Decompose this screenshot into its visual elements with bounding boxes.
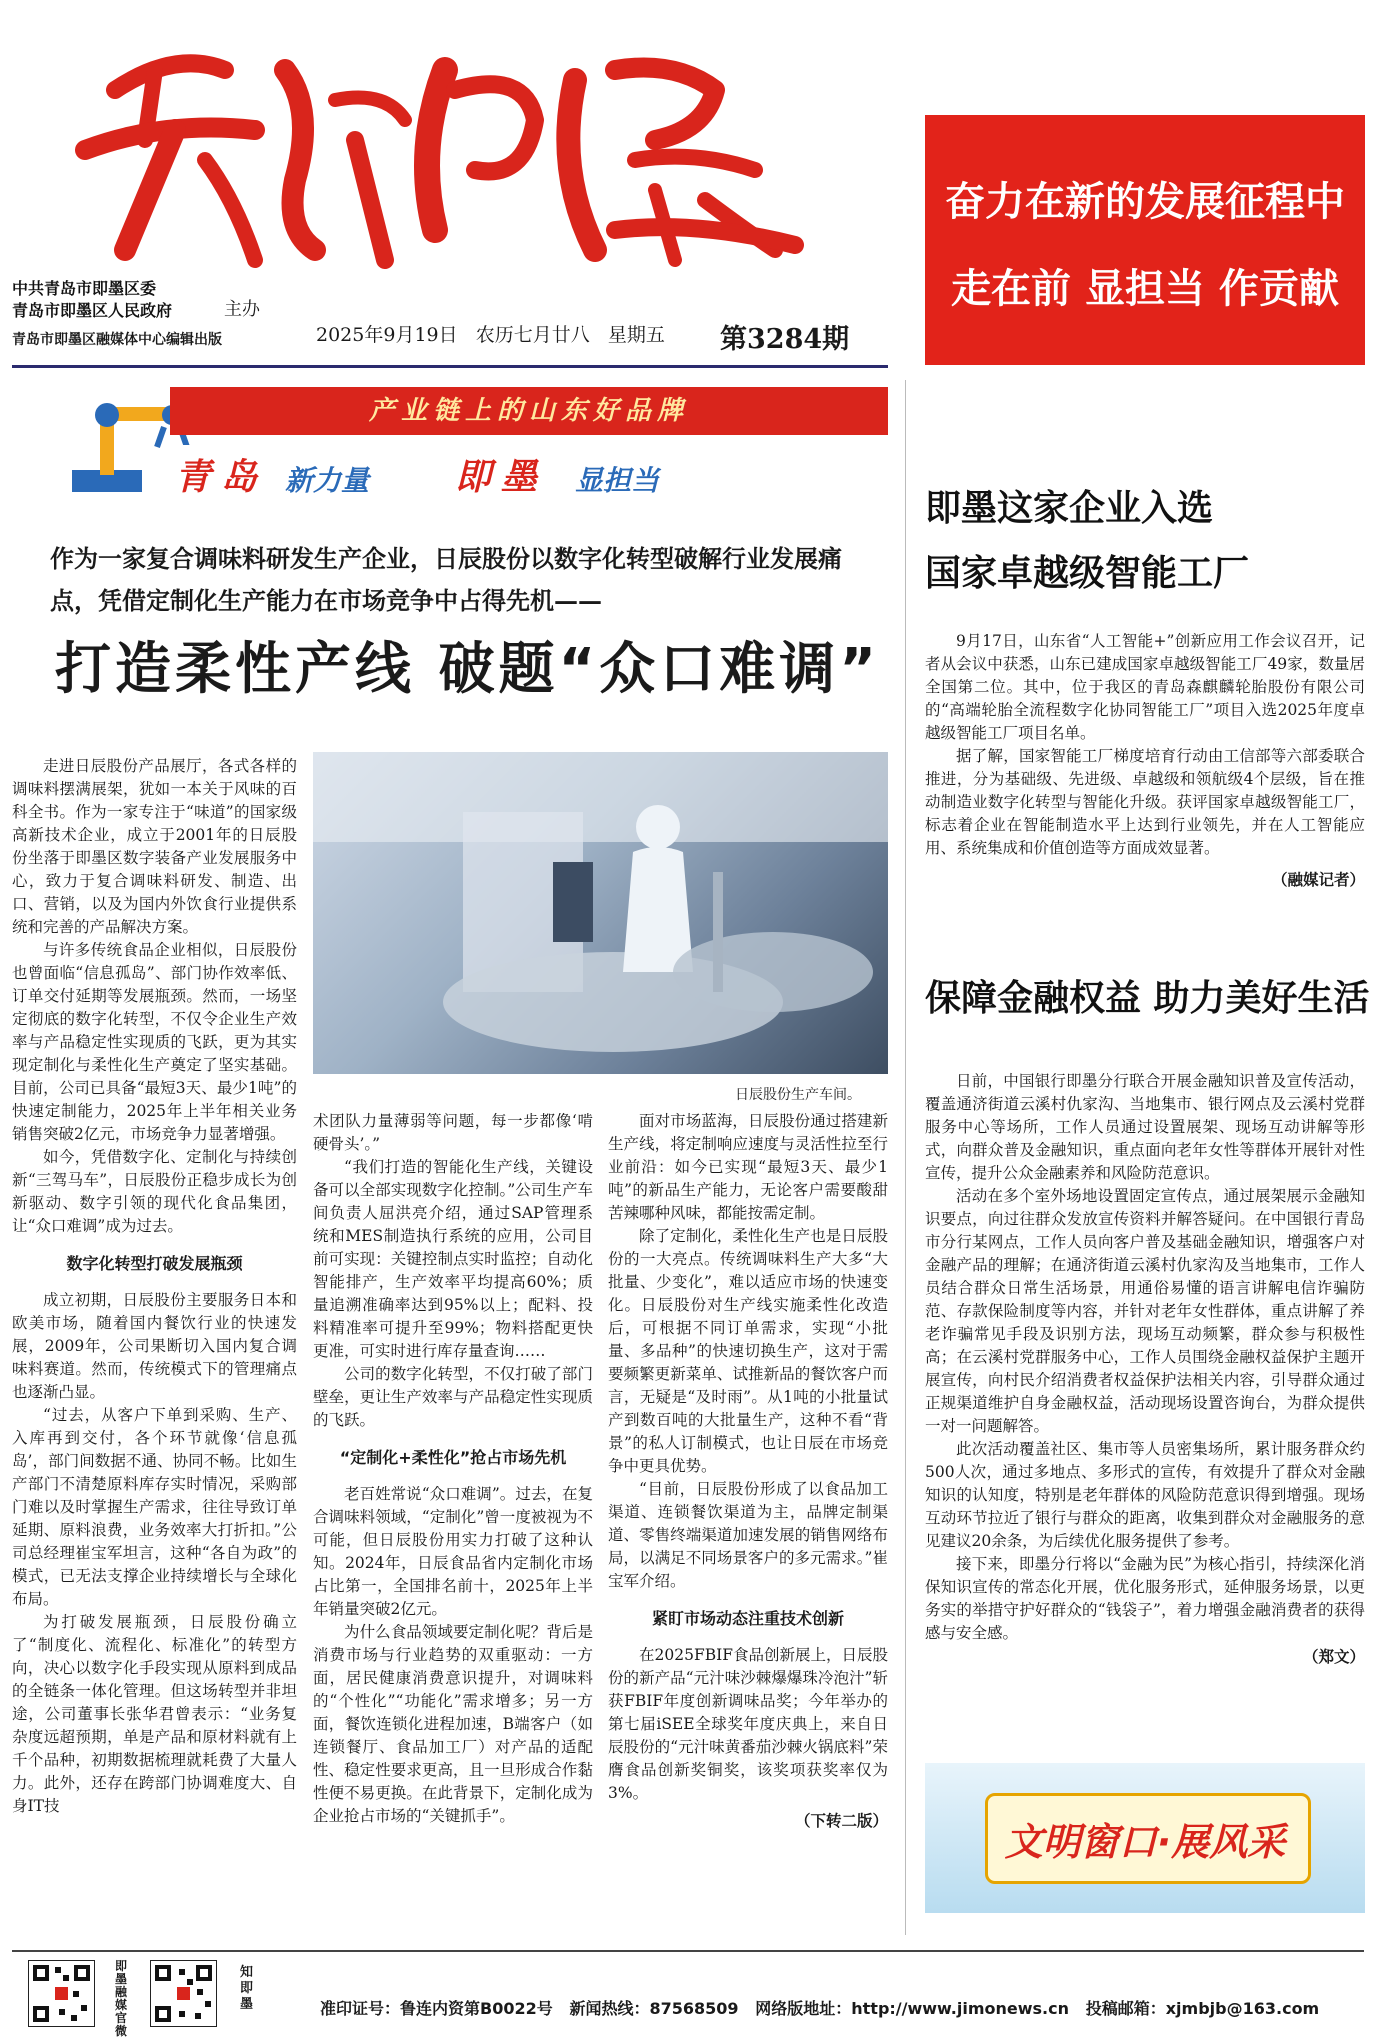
paragraph: 为打破发展瓶颈，日辰股份确立了“制度化、流程化、标准化”的转型方向，决心以数字化手段实现从原料到成品的全链条一体化管理。但这场转型并非坦途，公司董事长张华君曾表示：“业务复杂度远超预期，单是产品和原材料就有上千个品种，初期数据梳理就耗费了大量人力。此外，还存在跨部门协调难度大、自身IT技: [12, 1613, 297, 1815]
sponsor-host: 主办: [224, 299, 260, 320]
paragraph: 公司的数字化转型，不仅打破了部门壁垒，更让生产效率与产品稳定性实现质的飞跃。: [313, 1365, 593, 1429]
slogan-line-2: 走在前 显担当 作贡献: [951, 266, 1339, 312]
paragraph: 为什么食品领域要定制化呢？背后是消费市场与行业趋势的双重驱动：一方面，居民健康消费意识提升，对调味料的“个性化”“功能化”需求增多；另一方面，餐饮连锁化进程加速，B端客户（如连锁餐厅、食品加工厂）对产品的适配性、稳定性要求更高，且一旦形成合作黏性便不易更换。在此背景下，定制化成为企业抢占市场的“关键抓手”。: [313, 1623, 593, 1825]
issue-number: 第3284期: [720, 324, 850, 355]
footer-license: 准印证号：鲁连内资第B0022号: [320, 1999, 553, 2018]
photo-caption: 日辰股份生产车间。: [735, 1087, 861, 1103]
right-article-1-title-1: 即墨这家企业入选: [925, 488, 1214, 529]
footer-website: 网络版地址：http://www.jimonews.cn: [755, 1999, 1070, 2018]
paragraph: 如今，凭借数字化、定制化与持续创新“三驾马车”，日辰股份正稳步成长为创新驱动、数字引领的现代化食品集团，让“众口难调”成为过去。: [12, 1148, 297, 1235]
civilization-banner: [925, 1763, 1365, 1913]
footer-rule: [12, 1950, 1364, 1952]
paragraph: 在2025FBIF食品创新展上，日辰股份的新产品“元汁味沙棘爆爆珠冷泡汁”斩获FBIF年度创新调味品奖；今年举办的第七届iSEE全球奖年度庆典上，来自日辰股份的“元汁味黄番茄沙棘火锅底料”荣膺食品创新奖铜奖，该奖项获奖率仅为3%。: [608, 1646, 888, 1802]
issue-date: 2025年9月19日: [316, 324, 458, 346]
column-divider: [905, 380, 906, 1935]
subheading: 紧盯市场动态注重技术创新: [651, 1609, 844, 1628]
paragraph: “过去，从客户下单到采购、生产、入库再到交付，各个环节就像‘信息孤岛’，部门间数据不通、协同不畅。比如生产部门不清楚原料库存实时情况，采购部门难以及时掌握生产需求，往往导致订单延期、原料浪费，业务效率大打折扣。”公司总经理崔宝军坦言，这种“各自为政”的模式，已无法支撑企业持续增长与全球化布局。: [12, 1406, 297, 1608]
paragraph: 与许多传统食品企业相似，日辰股份也曾面临“信息孤岛”、部门协作效率低、订单交付延期等发展瓶颈。然而，一场坚定彻底的数字化转型，不仅令企业生产效率与产品稳定性实现质的飞跃，更为其实现定制化与柔性化生产奠定了坚实基础。目前，公司已具备“最短3天、最少1吨”的快速定制能力，2025年上半年相关业务销售突破2亿元，市场竞争力显著增强。: [12, 941, 297, 1143]
paragraph: 活动在多个室外场地设置固定宣传点，通过展架展示金融知识要点，向过往群众发放宣传资料并解答疑问。在中国银行青岛市分行某网点，工作人员向客户普及基础金融知识，增强客户对金融产品的理解；在通济街道云溪村仇家沟及当地集市，工作人员结合群众日常生活场景，用通俗易懂的语言讲解电信诈骗防范、存款保险制度等内容，并针对老年女性群体，重点讲解了养老诈骗常见手段及识别方法，现场互动频繁，群众参与积极性高；在云溪村党群服务中心，工作人员围绕金融权益保护主题开展宣传，向村民介绍消费者权益保护法相关内容，引导群众通过正规渠道维护自身金融权益，活动现场设置咨询台，为群众提供一对一问题解答。: [925, 1187, 1365, 1435]
footer-info: [320, 1996, 1319, 2019]
qr-label-1: 即墨融媒官微: [115, 1959, 128, 2038]
paragraph: 除了定制化，柔性化生产也是日辰股份的一大亮点。传统调味料生产大多“大批量、少变化”，难以适应市场的快速变化。日辰股份对生产线实施柔性化改造后，可根据不同订单需求，实现“小批量、多品种”的快速切换生产，这对于需要频繁更新菜单、试推新品的餐饮客户而言，无疑是“及时雨”。从1吨的小批量试产到数百吨的大批量生产，这种不看“背景”的私人订制模式，也让日辰在市场竞争中更具优势。: [608, 1227, 888, 1475]
article-column-1: [12, 755, 297, 1818]
qr-label-2: 知即墨: [240, 1965, 254, 2012]
masthead-rule: [12, 365, 888, 368]
banner-top: 产业链上的山东好品牌: [170, 387, 888, 435]
slogan-line-1: 奋力在新的发展征程中: [945, 179, 1345, 225]
byline: （融媒记者）: [1271, 870, 1365, 889]
paragraph: 接下来，即墨分行将以“金融为民”为核心指引，持续深化消保知识宣传的常态化开展，优化服务形式，延伸服务场景，以更务实的举措守护好群众的“钱袋子”，着力增强金融消费者的获得感与安全感。: [925, 1555, 1365, 1642]
paragraph: 日前，中国银行即墨分行联合开展金融知识普及宣传活动，覆盖通济街道云溪村仇家沟、当地集市、银行网点及云溪村党群服务中心等场所，工作人员通过设置展架、现场互动讲解等形式，向群众普及金融知识，重点面向老年女性等群体开展针对性宣传，提升公众金融素养和风险防范意识。: [925, 1072, 1365, 1182]
masthead-logo: [55, 30, 815, 275]
civilization-banner-text: 文明窗口·展风采: [1004, 1820, 1286, 1864]
right-article-1-body: [925, 630, 1365, 891]
qr-code-1: [28, 1960, 95, 2027]
editor-line: 青岛市即墨区融媒体中心编辑出版: [12, 332, 222, 348]
main-headline: 打造柔性产线 破题“众口难调”: [55, 637, 881, 702]
paragraph: 走进日辰股份产品展厅，各式各样的调味料摆满展架，犹如一本关于风味的百科全书。作为一家专注于“味道”的国家级高新技术企业，成立于2001年的日辰股份坐落于即墨区数字装备产业发展服务中心，致力于复合调味料研发、制造、出口、营销，以及为国内外饮食行业提供系统和完善的产品解决方案。: [12, 757, 297, 936]
paragraph: 老百姓常说“众口难调”。过去，在复合调味料领域，“定制化”曾一度被视为不可能，但日辰股份用实力打破了这种认知。2024年，日辰食品省内定制化市场占比第一，全国排名前十，2025年上半年销量突破2亿元。: [313, 1485, 593, 1618]
banner-word-4: 显担当: [575, 464, 660, 497]
banner-word-1: 青岛: [175, 457, 268, 498]
right-article-1-title-2: 国家卓越级智能工厂: [925, 553, 1250, 594]
paragraph: 9月17日，山东省“人工智能+”创新应用工作会议召开，记者从会议中获悉，山东已建成国家卓越级智能工厂49家，数量居全国第二位。其中，位于我区的青岛森麒麟轮胎股份有限公司的“高端轮胎全流程数字化协同智能工厂”项目入选2025年度卓越级智能工厂项目名单。: [925, 632, 1365, 742]
footer-email: 投稿邮箱：xjmbjb@163.com: [1085, 1999, 1320, 2018]
paragraph: “目前，日辰股份形成了以食品加工渠道、连锁餐饮渠道为主，品牌定制渠道、零售终端渠道加速发展的销售网络布局，以满足不同场景客户的多元需求。”崔宝军介绍。: [608, 1480, 888, 1590]
article-column-2: [313, 1110, 593, 1828]
qr-code-2: [150, 1960, 217, 2027]
footer-hotline: 新闻热线：87568509: [569, 1999, 739, 2018]
paragraph: 面对市场蓝海，日辰股份通过搭建新生产线，将定制响应速度与灵活性拉至行业前沿：如今已实现“最短3天、最少1吨”的新品生产能力，无论客户需要酸甜苦辣哪种风味，都能按需定制。: [608, 1112, 888, 1222]
continued-note: （下转二版）: [794, 1811, 888, 1830]
banner-word-3: 即墨: [455, 457, 548, 498]
byline: （郑文）: [1302, 1647, 1365, 1666]
main-lead: 作为一家复合调味料研发生产企业，日辰股份以数字化转型破解行业发展痛点，凭借定制化生产能力在市场竞争中占得先机——: [50, 544, 842, 615]
paragraph: 术团队力量薄弱等问题，每一步都像‘啃硬骨头’。”: [313, 1112, 593, 1153]
sponsor-line-1: 中共青岛市即墨区委: [12, 279, 157, 298]
right-article-2-title: 保障金融权益 助力美好生活: [925, 978, 1370, 1019]
weekday: 星期五: [607, 324, 665, 346]
sponsor-line-2: 青岛市即墨区人民政府: [12, 301, 173, 320]
sponsor-block: [12, 278, 172, 322]
banner-word-2: 新力量: [285, 464, 370, 497]
paragraph: 成立初期，日辰股份主要服务日本和欧美市场，随着国内餐饮行业的快速发展，2009年，公司果断切入国内复合调味料赛道。然而，传统模式下的管理痛点也逐渐凸显。: [12, 1291, 297, 1401]
right-article-2-body: [925, 1070, 1365, 1668]
subheading: “定制化+柔性化”抢占市场先机: [339, 1448, 567, 1467]
paragraph: “我们打造的智能化生产线，关键设备可以全部实现数字化控制。”公司生产车间负责人屈洪亮介绍，通过SAP管理系统和MES制造执行系统的应用，公司目前可实现：关键控制点实时监控；自动化智能排产，生产效率平均提高60%；质量追溯准确率达到95%以上；配料、投料精准率可提升至99%；物料搭配更快更准，可实时进行库存量查询……: [313, 1158, 593, 1360]
paragraph: 据了解，国家智能工厂梯度培育行动由工信部等六部委联合推进，分为基础级、先进级、卓越级和领航级4个层级，旨在推动制造业数字化转型与智能化升级。获评国家卓越级智能工厂，标志着企业在智能制造水平上达到行业领先，并在人工智能应用、系统集成和价值创造等方面成效显著。: [925, 747, 1365, 857]
subheading: 数字化转型打破发展瓶颈: [66, 1254, 243, 1273]
paragraph: 此次活动覆盖社区、集市等人员密集场所，累计服务群众约500人次，通过多地点、多形式的宣传，有效提升了群众对金融知识的认知度，特别是老年群体的风险防范意识得到增强。现场互动环节拉近了银行与群众的距离，收集到群众对金融服务的意见建议20余条，为后续优化服务提供了参考。: [925, 1440, 1365, 1550]
lunar-date: 农历七月廿八: [475, 324, 590, 346]
factory-photo: [313, 752, 888, 1074]
slogan-box: [925, 115, 1365, 365]
banner-subline: [165, 445, 885, 498]
dateline: [316, 320, 665, 347]
article-column-3: [608, 1110, 888, 1832]
